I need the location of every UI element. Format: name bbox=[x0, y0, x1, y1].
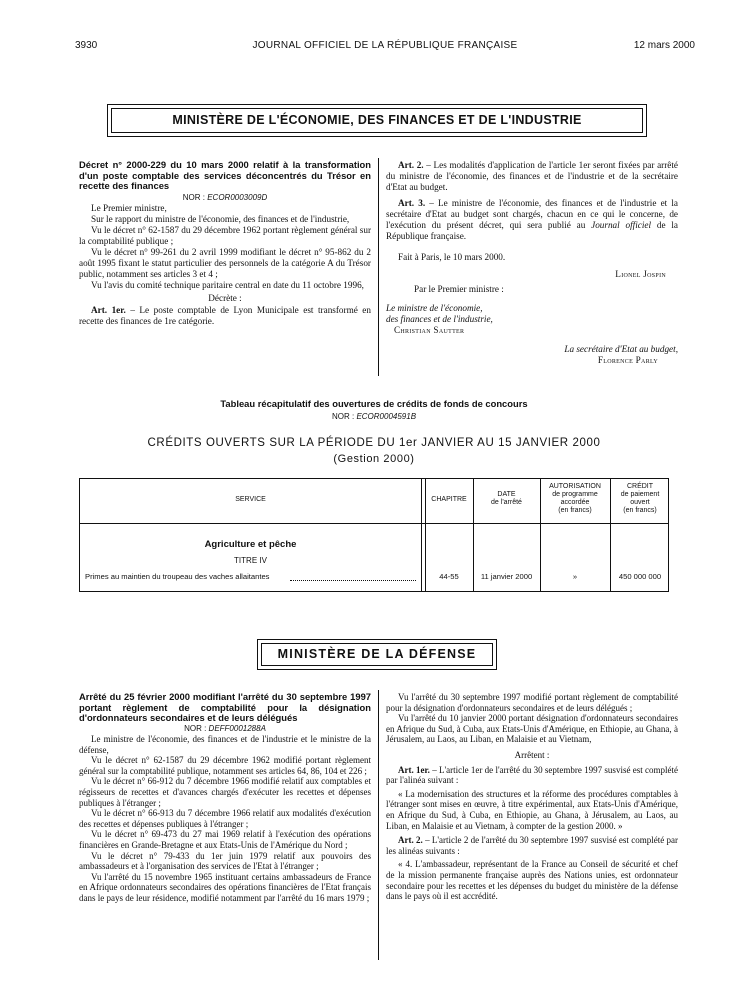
article-text: – Le ministre de l'économie, des finances et de l'industrie et la secrétaire d'Etat au budget sont chargés, chacun en ce qui le concerne, de l'exécution du présent décret, qui sera publié au bbox=[386, 198, 678, 230]
table-cell-service: Primes au maintien du troupeau des vaches allaitantes bbox=[85, 572, 270, 581]
decret-title: Décret n° 2000-229 du 10 mars 2000 relatif à la transformation d'un poste comptable des services déconcentrés du Trésor en recette des finances bbox=[79, 159, 371, 191]
credits-table bbox=[79, 478, 669, 592]
article-text-end: de la République française. bbox=[386, 220, 678, 241]
tableau-subheading: (Gestion 2000) bbox=[333, 453, 415, 465]
col-header-line: DATE bbox=[497, 491, 516, 498]
arrete-para: Vu l'arrêté du 30 septembre 1997 modifié portant règlement de comptabilité pour la désignation d'ordonnateurs secondaires et de leurs délégués ; bbox=[386, 692, 678, 713]
journal-name: Journal officiel bbox=[591, 220, 652, 230]
arrete-para: Vu l'arrêté du 15 novembre 1965 instituant certains ambassadeurs de France en Afrique ordonnateurs secondaires des opérations financières de l'Etat français dans le pays de leur résidence, modifié notamment par l'arrêté du 16 mars 1979 ; bbox=[79, 871, 371, 903]
decret-para: Vu le décret n° 62-1587 du 29 décembre 1962 portant règlement général sur la comptabilité publique ; bbox=[79, 224, 371, 246]
page-header bbox=[75, 40, 695, 54]
decret-para: Vu le décret n° 99-261 du 2 avril 1999 modifiant le décret n° 95-862 du 2 août 1995 fixant le statut particulier des personnels de la catégorie A du Trésor public, notamment ses articles 3 et 4 ; bbox=[79, 246, 371, 279]
signatory-name: Lionel Jospin bbox=[615, 269, 666, 279]
ministre-name: Christian Sautter bbox=[394, 325, 465, 335]
arrete-para: Vu le décret n° 66-913 du 7 décembre 1966 relatif aux modalités d'exécution des recettes et dépenses publiques à l'étranger ; bbox=[79, 808, 371, 829]
table-header-rule bbox=[80, 523, 668, 524]
arrete-quote-1: « La modernisation des structures et la réforme des procédures comptables à l'étranger sont mises en œuvre, à titre expérimental, aux Etats-Unis d'Amérique, en Afrique du Sud, à Cuba, en Ethiopie, au Ghana, à Jérusalem, au Laos, au Liban, en Malaisie et au Vietnam, à compter de la gestion 2000. » bbox=[386, 788, 678, 831]
article-text: – Les modalités d'application de l'article 1er seront fixées par arrêté du ministre de l'économie, des finances et de l'industrie et de la secrétaire d'Etat au budget. bbox=[386, 160, 678, 192]
arrete-para: Vu le décret n° 69-473 du 27 mai 1969 relatif à l'exécution des opérations financières en Grande-Bretagne et aux Etats-Unis de l'Amérique du Nord ; bbox=[79, 829, 371, 851]
col-header-chapitre: CHAPITRE bbox=[431, 496, 467, 503]
decret-right-column bbox=[386, 160, 678, 366]
article-text: – Le poste comptable de Lyon Municipale est transformé en recette des finances de 1re catégorie. bbox=[79, 304, 371, 326]
decret-para: Vu l'avis du comité technique paritaire central en date du 11 octobre 1996, bbox=[91, 279, 364, 290]
article-label: Art. 2. bbox=[398, 835, 423, 846]
article-label: Art. 2. bbox=[398, 160, 424, 170]
col-header-autorisation bbox=[540, 483, 610, 515]
col-header-line: (en francs) bbox=[558, 507, 592, 514]
arrete-article-2 bbox=[386, 835, 678, 856]
arrete-para: Vu le décret n° 66-912 du 7 décembre 1966 modifié relatif aux comptables et régisseurs de recettes et d'avances chargés d'exécuter les recettes et dépenses publiques à l'étranger ; bbox=[79, 776, 371, 808]
tableau-heading: CRÉDITS OUVERTS SUR LA PÉRIODE DU 1er JANVIER AU 15 JANVIER 2000 bbox=[147, 437, 601, 449]
nor-code: ECOR0003009D bbox=[207, 192, 268, 202]
nor-label: NOR : bbox=[182, 192, 205, 202]
col-header-line: de programme bbox=[552, 491, 598, 498]
decret-para: Le Premier ministre, bbox=[91, 202, 167, 213]
table-cell-credit: 450 000 000 bbox=[618, 572, 662, 581]
article-label: Art. 1er. bbox=[398, 764, 430, 775]
table-column-rule bbox=[421, 479, 422, 591]
nor-code: ECOR0004591B bbox=[356, 412, 417, 421]
nor-code: DEFF0001288A bbox=[208, 723, 266, 733]
col-header-line: de paiement bbox=[620, 491, 660, 498]
decret-nor bbox=[79, 192, 371, 203]
table-cell-chapitre: 44-55 bbox=[439, 572, 459, 581]
col-header-line: ouvert bbox=[630, 499, 650, 506]
arrete-right-column bbox=[386, 692, 678, 902]
issue-date: 12 mars 2000 bbox=[633, 40, 695, 51]
secretaire-name: Florence Parly bbox=[597, 355, 658, 365]
ministry-defense-heading bbox=[257, 639, 497, 670]
decret-article-1 bbox=[79, 305, 371, 327]
decret-fait: Fait à Paris, le 10 mars 2000. bbox=[398, 252, 506, 262]
col-header-service: SERVICE bbox=[235, 496, 266, 503]
col-header-line: accordée bbox=[560, 499, 590, 506]
arrete-para: Vu le décret n° 62-1587 du 29 décembre 1962 modifié portant règlement général sur la comptabilité publique, notamment ses articles 64, 86, 104 et 226 ; bbox=[79, 755, 371, 776]
decret-para: Sur le rapport du ministre de l'économie, des finances et de l'industrie, bbox=[91, 213, 350, 224]
arrete-para: Vu le décret n° 79-433 du 1er juin 1979 relatif aux pouvoirs des ambassadeurs et à l'organisation des services de l'Etat à l'étranger ; bbox=[79, 850, 371, 872]
col-header-line: de l'arrêté bbox=[491, 499, 522, 506]
arrete-arretent: Arrêtent : bbox=[514, 749, 550, 760]
decret-left-column bbox=[79, 160, 371, 327]
decret-article-2 bbox=[386, 160, 678, 193]
ministry-economie-heading bbox=[107, 104, 647, 137]
column-divider bbox=[378, 690, 379, 960]
col-header-line: AUTORISATION bbox=[549, 483, 601, 490]
arrete-article-1 bbox=[386, 765, 678, 786]
col-header-line: (en francs) bbox=[623, 507, 657, 514]
secretaire-role: La secrétaire d'Etat au budget, bbox=[564, 344, 678, 354]
arrete-quote-2: « 4. L'ambassadeur, représentant de la France au Conseil de sécurité et chef de la mission permanente française auprès des Nations unies, est ordonnateur secondaire pour les recettes et les dépenses du budget du ministère de la défense dans le pays où il est accrédité. bbox=[386, 859, 678, 902]
arrete-left-column bbox=[79, 692, 371, 904]
ministry-defense-title: MINISTÈRE DE LA DÉFENSE bbox=[261, 643, 493, 666]
table-cell-date: 11 janvier 2000 bbox=[480, 572, 533, 581]
table-cell-autorisation: » bbox=[572, 572, 578, 581]
decret-article-3 bbox=[386, 198, 678, 242]
col-header-line: CRÉDIT bbox=[626, 483, 654, 490]
ministre-role-1: Le ministre de l'économie, bbox=[386, 303, 483, 313]
ministre-role-2: des finances et de l'industrie, bbox=[386, 314, 493, 324]
decret-decrete: Décrète : bbox=[208, 292, 242, 303]
tableau-nor bbox=[79, 412, 669, 421]
column-divider bbox=[378, 158, 379, 376]
table-section: Agriculture et pêche bbox=[204, 539, 297, 550]
table-titre: TITRE IV bbox=[234, 556, 267, 565]
article-text: – L'article 2 de l'arrêté du 30 septembre 1997 susvisé est complété par les alinéas suivants : bbox=[386, 835, 678, 856]
nor-label: NOR : bbox=[331, 412, 355, 421]
col-header-date bbox=[473, 491, 540, 507]
col-header-credit bbox=[610, 483, 670, 515]
arrete-para: Le ministre de l'économie, des finances et de l'industrie et le ministre de la défense, bbox=[79, 734, 371, 755]
article-text: – L'article 1er de l'arrêté du 30 septembre 1997 susvisé est complété par l'alinéa suivant : bbox=[386, 764, 678, 786]
page-number: 3930 bbox=[75, 40, 98, 51]
arrete-title: Arrêté du 25 février 2000 modifiant l'arrêté du 30 septembre 1997 portant règlement de comptabilité pour la désignation d'ordonnateurs secondaires et de leurs délégués bbox=[79, 691, 371, 723]
ministry-economie-title: MINISTÈRE DE L'ÉCONOMIE, DES FINANCES ET DE L'INDUSTRIE bbox=[111, 108, 643, 133]
tableau-title: Tableau récapitulatif des ouvertures de crédits de fonds de concours bbox=[220, 398, 528, 409]
journal-title: JOURNAL OFFICIEL DE LA RÉPUBLIQUE FRANÇAISE bbox=[252, 40, 518, 51]
nor-label: NOR : bbox=[184, 723, 207, 733]
arrete-para: Vu l'arrêté du 10 janvier 2000 portant désignation d'ordonnateurs secondaires en Afrique du Sud, à Cuba, aux Etats-Unis d'Amérique, en Ethiopie, au Ghana, à Jérusalem, au Laos, au Liban, en Malaisie et au Vietnam, bbox=[386, 713, 678, 745]
par-premier-ministre: Par le Premier ministre : bbox=[414, 284, 504, 294]
arrete-nor bbox=[79, 724, 371, 735]
article-label: Art. 1er. bbox=[91, 304, 126, 315]
article-label: Art. 3. bbox=[398, 198, 426, 208]
leader-dots bbox=[290, 580, 416, 581]
